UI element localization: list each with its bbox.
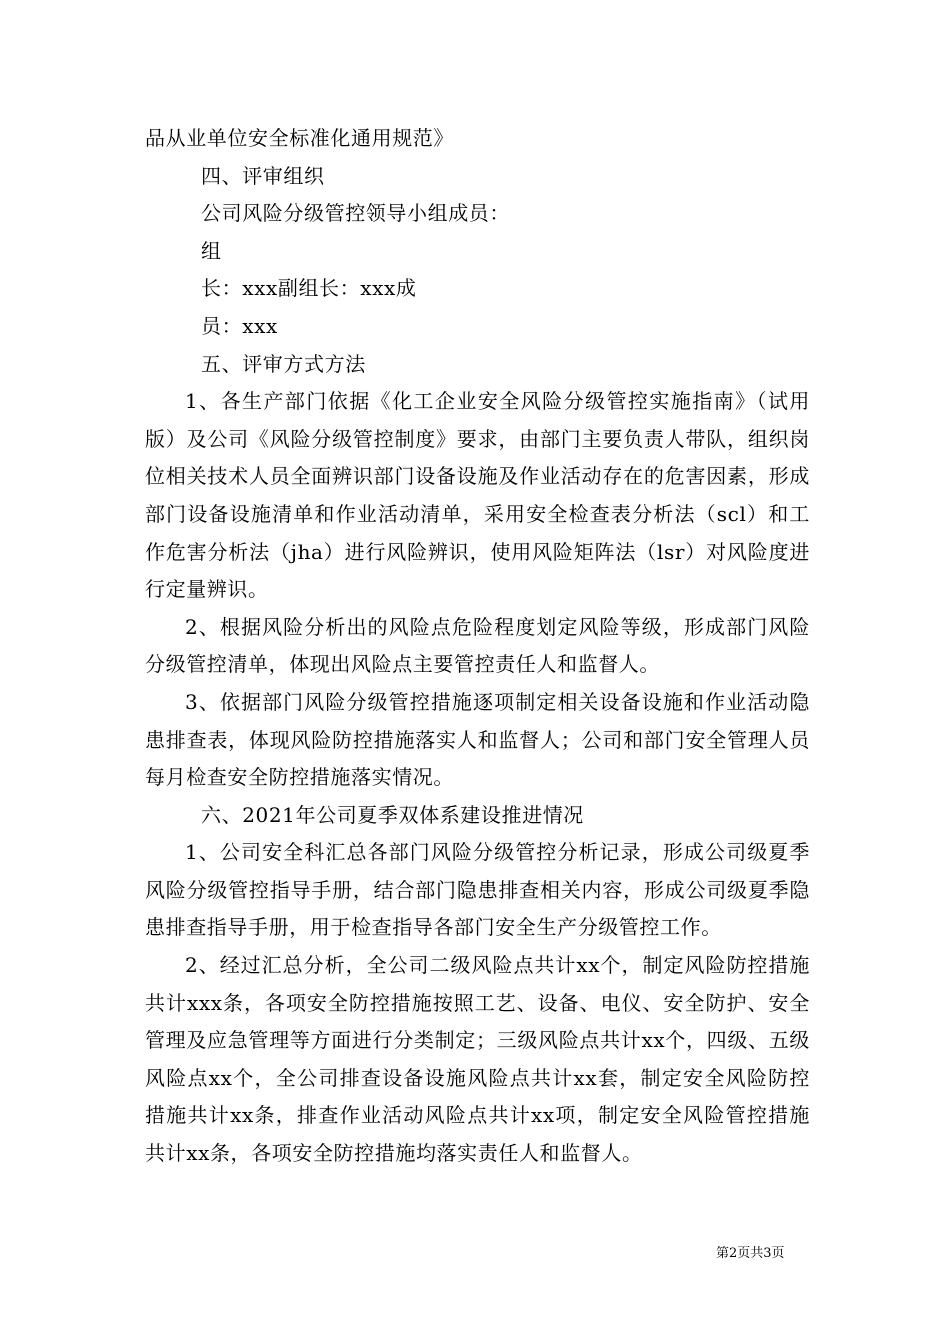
heading-section-4: 四、评审组织 <box>201 163 325 188</box>
paragraph-method-1: 1、各生产部门依据《化工企业安全风险分级管控实施指南》（试用版）及公司《风险分级管控制度》要求，由部门主要负责人带队，组织岗位相关技术人员全面辨识部门设备设施及作业活动存在的危害因素，形成部门设备设施清单和作业活动清单，采用安全检查表分析法（scl）和工作危害分析法（jha）进行风险辨识，使用风险矩阵法（lsr）对风险度进行定量辨识。 <box>145 389 810 602</box>
heading-section-5: 五、评审方式方法 <box>201 351 366 376</box>
paragraph-progress-2: 2、经过汇总分析，全公司二级风险点共计xx个，制定风险防控措施共计xxx条，各项安全防控措施按照工艺、设备、电仪、安全防护、安全管理及应急管理等方面进行分类制定；三级风险点共计xx个，四级、五级风险点xx个，全公司排查设备设施风险点共计xx套，制定安全风险防控措施共计xx条，排查作业活动风险点共计xx项，制定安全风险管控措施共计xx条，各项安全防控措施均落实责任人和监督人。 <box>145 953 810 1166</box>
paragraph-team-members: 公司风险分级管控领导小组成员： <box>201 201 510 226</box>
page-number: 第2页共3页 <box>716 1246 785 1261</box>
paragraph-team-roles: 长：xxx副组长：xxx成 <box>201 276 417 301</box>
paragraph-method-3: 3、依据部门风险分级管控措施逐项制定相关设备设施和作业活动隐患排查表，体现风险防控措施落实人和监督人；公司和部门安全管理人员每月检查安全防控措施落实情况。 <box>145 689 810 790</box>
document-body <box>145 120 810 1173</box>
paragraph-continuation: 品从业单位安全标准化通用规范》 <box>145 126 454 150</box>
paragraph-team-staff: 员：xxx <box>201 313 278 338</box>
paragraph-method-2: 2、根据风险分析出的风险点危险程度划定风险等级，形成部门风险分级管控清单，体现出风险点主要管控责任人和监督人。 <box>145 614 810 677</box>
heading-section-6: 六、2021年公司夏季双体系建设推进情况 <box>201 802 584 827</box>
paragraph-progress-1: 1、公司安全科汇总各部门风险分级管控分析记录，形成公司级夏季风险分级管控指导手册，结合部门隐患排查相关内容，形成公司级夏季隐患排查指导手册，用于检查指导各部门安全生产分级管控工作。 <box>145 840 810 940</box>
paragraph-team-leader-char: 组 <box>201 238 222 263</box>
